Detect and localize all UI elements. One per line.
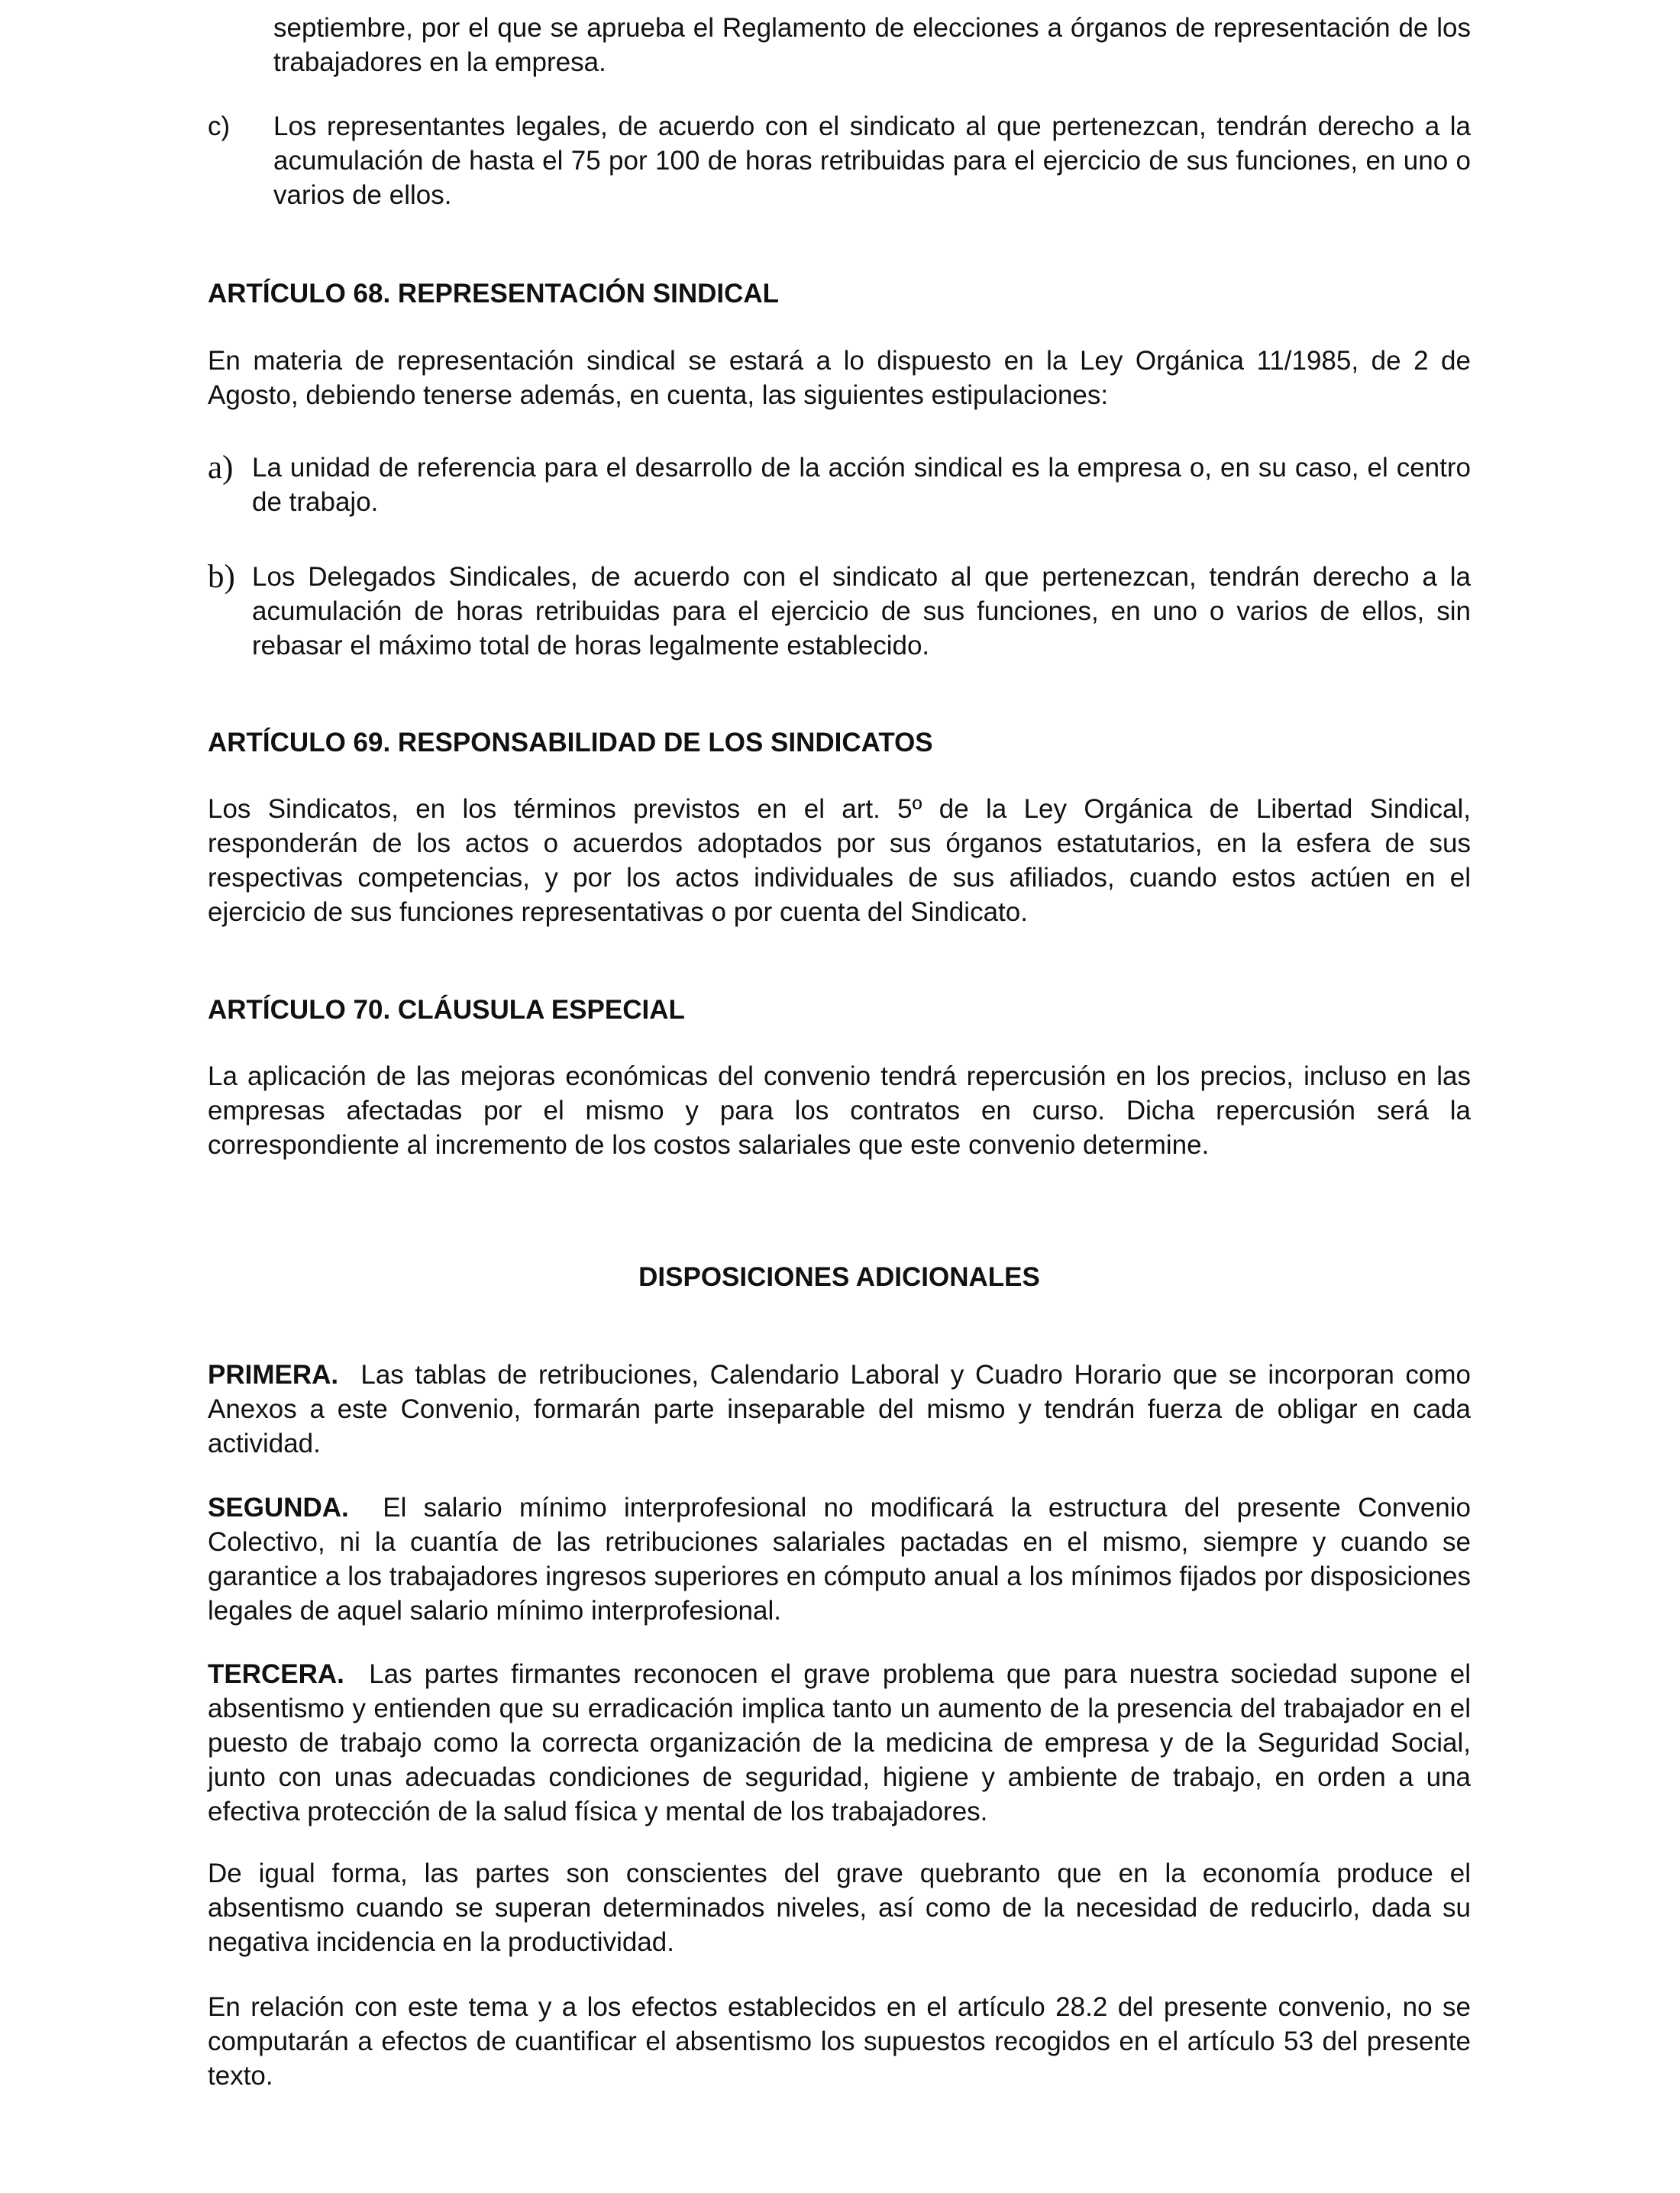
tercera-text: Las partes firmantes reconocen el grave problema que para nuestra sociedad supone el absentismo y entienden que su erradicación implica tanto un aumento de la presencia del trabajador en el puesto de trabajo como la correcta organización de la medicina de empresa y de la Seguridad Social, junto con unas adecuadas condiciones de seguridad, higiene y ambiente de trabajo, en orden a una efectiva protección de la salud física y mental de los trabajadores.	[208, 1659, 1471, 1826]
segunda-paragraph	[208, 1491, 1471, 1628]
art68-heading: ARTÍCULO 68. REPRESENTACIÓN SINDICAL	[208, 279, 780, 308]
segunda-text: El salario mínimo interprofesional no modificará la estructura del presente Convenio Colectivo, ni la cuantía de las retribuciones salariales pactadas en el mismo, siempre y cuando se garantice a los trabajadores ingresos superiores en cómputo anual a los mínimos fijados por disposiciones legales de aquel salario mínimo interprofesional.	[208, 1493, 1472, 1626]
art68-item-b-text: Los Delegados Sindicales, de acuerdo con el sindicato al que pertenezcan, tendrán derecho a la acumulación de horas retribuidas para el ejercicio de sus funciones, en uno o varios de ellos, sin rebasar el máximo total de horas legalmente establecido.	[252, 562, 1471, 660]
art68-item-b	[208, 560, 1471, 663]
list-item-c	[208, 109, 1471, 212]
tercera-paragraph-2: De igual forma, las partes son conscientes del grave quebranto que en la economía produce el absentismo cuando se superan determinados niveles, así como de la necesidad de reducirlo, dada su negativa incidencia en la productividad.	[208, 1859, 1471, 1957]
primera-text: Las tablas de retribuciones, Calendario Laboral y Cuadro Horario que se incorporan como Anexos a este Convenio, formarán parte inseparable del mismo y tendrán fuerza de obligar en cada actividad.	[208, 1360, 1471, 1458]
tercera-paragraph	[208, 1657, 1471, 1829]
primera-lead: PRIMERA.	[208, 1360, 339, 1390]
art68-item-b-label: b)	[208, 559, 235, 595]
segunda-lead: SEGUNDA.	[208, 1493, 349, 1523]
art70-heading: ARTÍCULO 70. CLÁUSULA ESPECIAL	[208, 995, 685, 1025]
art68-item-a-text: La unidad de referencia para el desarrollo de la acción sindical es la empresa o, en su caso, el centro de trabajo.	[252, 453, 1471, 517]
art68-body: En materia de representación sindical se estará a lo dispuesto en la Ley Orgánica 11/1985, de 2 de Agosto, debiendo tenerse además, en cuenta, las siguientes estipulaciones:	[208, 346, 1471, 410]
intro-continuation: septiembre, por el que se aprueba el Reglamento de elecciones a órganos de representación de los trabajadores en la empresa.	[273, 13, 1471, 77]
art68-item-a-label: a)	[208, 450, 234, 486]
art70-body: La aplicación de las mejoras económicas del convenio tendrá repercusión en los precios, incluso en las empresas afectadas por el mismo y para los contratos en curso. Dicha repercusión será la correspondiente al incremento de los costos salariales que este convenio determine.	[208, 1061, 1471, 1160]
primera-paragraph	[208, 1358, 1471, 1461]
tercera-paragraph-3: En relación con este tema y a los efectos establecidos en el artículo 28.2 del presente convenio, no se computarán a efectos de cuantificar el absentismo los supuestos recogidos en el artículo 53 del presente texto.	[208, 1992, 1471, 2091]
item-c-text: Los representantes legales, de acuerdo con el sindicato al que pertenezcan, tendrán derecho a la acumulación de hasta el 75 por 100 de horas retribuidas para el ejercicio de sus funciones, en uno o varios de ellos.	[273, 111, 1471, 210]
art69-heading: ARTÍCULO 69. RESPONSABILIDAD DE LOS SINDICATOS	[208, 728, 933, 757]
disposiciones-heading: DISPOSICIONES ADICIONALES	[638, 1262, 1040, 1292]
art68-item-a	[208, 451, 1471, 519]
art69-body: Los Sindicatos, en los términos previstos en el art. 5º de la Ley Orgánica de Libertad Sindical, responderán de los actos o acuerdos adoptados por sus órganos estatutarios, en la esfera de sus respectivas competencias, y por los actos individuales de sus afiliados, cuando estos actúen en el ejercicio de sus funciones representativas o por cuenta del Sindicato.	[208, 794, 1471, 927]
tercera-lead: TERCERA.	[208, 1659, 344, 1689]
item-c-label: c)	[208, 111, 231, 141]
